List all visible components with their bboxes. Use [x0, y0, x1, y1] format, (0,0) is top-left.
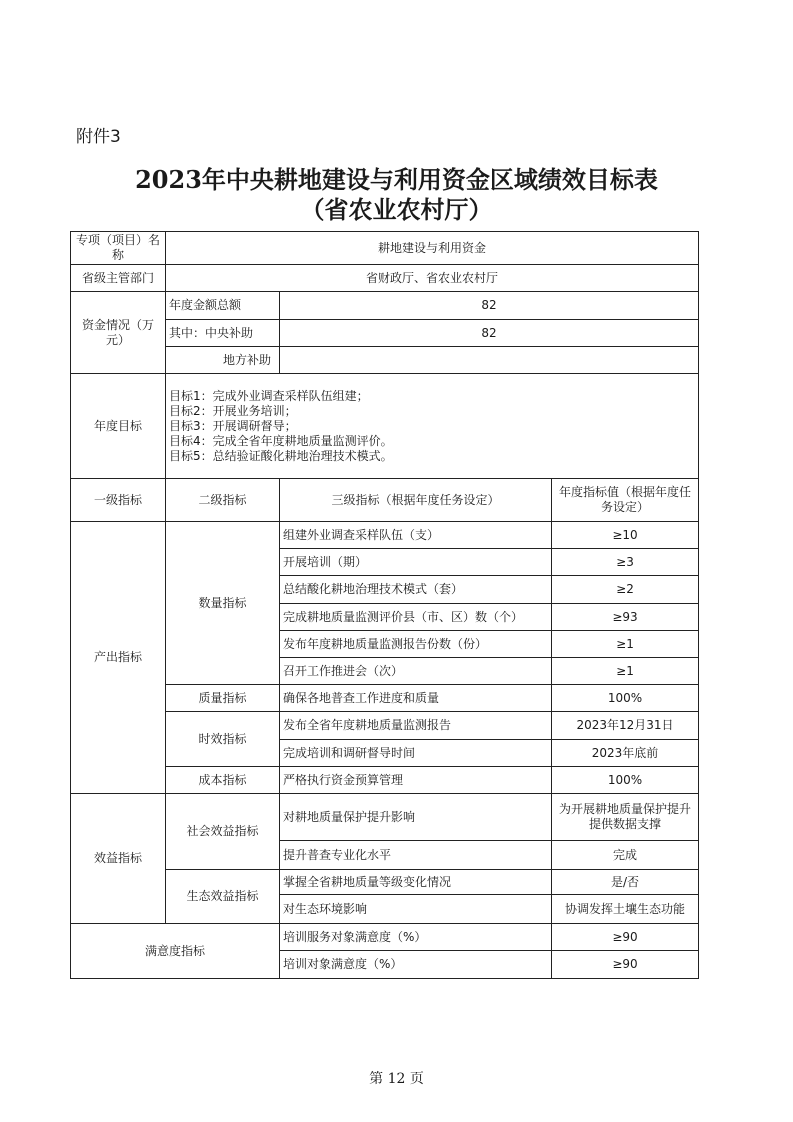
goal-item: 目标2：开展业务培训；	[169, 403, 297, 418]
attachment-label: 附件3	[76, 127, 121, 147]
cost-indicator-label: 成本指标	[166, 767, 280, 794]
indicator-header-row	[71, 479, 699, 522]
indicator-value: 完成	[552, 841, 699, 870]
table-row	[71, 767, 699, 794]
document-title: 2023年中央耕地建设与利用资金区域绩效目标表	[135, 165, 658, 194]
indicator-value: 协调发挥土壤生态功能	[552, 895, 699, 924]
indicator-value: ≥10	[552, 522, 699, 549]
indicator-name: 召开工作推进会（次）	[280, 658, 552, 685]
indicator-value: 2023年底前	[552, 740, 699, 767]
project-value: 耕地建设与利用资金	[166, 232, 699, 265]
table-row	[71, 685, 699, 712]
benefit-indicator-label: 效益指标	[71, 794, 166, 924]
indicator-name: 确保各地普查工作进度和质量	[280, 685, 552, 712]
funding-central-value: 82	[280, 320, 699, 347]
indicator-value: ≥93	[552, 604, 699, 631]
header-level1: 一级指标	[71, 479, 166, 522]
funding-row	[71, 292, 699, 320]
indicator-name: 提升普查专业化水平	[280, 841, 552, 870]
goal-item: 目标1：完成外业调查采样队伍组建；	[169, 388, 369, 403]
header-level2: 二级指标	[166, 479, 280, 522]
funding-total-value: 82	[280, 292, 699, 320]
indicator-value: 为开展耕地质量保护提升提供数据支撑	[552, 794, 699, 841]
funding-row	[71, 320, 699, 347]
funding-row	[71, 347, 699, 374]
quality-indicator-label: 质量指标	[166, 685, 280, 712]
goal-item: 目标4：完成全省年度耕地质量监测评价。	[169, 433, 393, 448]
indicator-name: 培训服务对象满意度（%）	[280, 924, 552, 951]
department-row	[71, 265, 699, 292]
indicator-name: 开展培训（期）	[280, 549, 552, 576]
table-row	[71, 870, 699, 895]
satisfaction-indicator-label: 满意度指标	[71, 924, 280, 979]
indicator-name: 完成培训和调研督导时间	[280, 740, 552, 767]
table-row	[71, 924, 699, 951]
indicator-value: ≥1	[552, 658, 699, 685]
funding-local-label: 地方补助	[166, 347, 280, 374]
indicator-value: ≥2	[552, 576, 699, 604]
indicator-name: 严格执行资金预算管理	[280, 767, 552, 794]
document-subtitle: （省农业农村厅）	[300, 195, 493, 224]
annual-goals-label: 年度目标	[71, 374, 166, 479]
output-indicator-label: 产出指标	[71, 522, 166, 794]
social-benefit-label: 社会效益指标	[166, 794, 280, 870]
table-row	[71, 522, 699, 549]
ecological-benefit-label: 生态效益指标	[166, 870, 280, 924]
department-label: 省级主管部门	[71, 265, 166, 292]
annual-goals-list	[166, 374, 699, 479]
indicator-value: ≥90	[552, 924, 699, 951]
goal-item: 目标3：开展调研督导；	[169, 418, 297, 433]
indicator-name: 发布全省年度耕地质量监测报告	[280, 712, 552, 740]
indicator-value: 100%	[552, 767, 699, 794]
indicator-name: 培训对象满意度（%）	[280, 951, 552, 979]
indicator-value: ≥90	[552, 951, 699, 979]
indicator-value: 2023年12月31日	[552, 712, 699, 740]
funding-total-label: 年度金额总额	[166, 292, 280, 320]
funding-local-value	[280, 347, 699, 374]
indicator-name: 组建外业调查采样队伍（支）	[280, 522, 552, 549]
goal-item: 目标5：总结验证酸化耕地治理技术模式。	[169, 448, 393, 463]
timeliness-indicator-label: 时效指标	[166, 712, 280, 767]
indicator-value: ≥1	[552, 631, 699, 658]
indicator-name: 掌握全省耕地质量等级变化情况	[280, 870, 552, 895]
funding-label: 资金情况（万元）	[71, 292, 166, 374]
annual-goals-row	[71, 374, 699, 479]
quantity-indicator-label: 数量指标	[166, 522, 280, 685]
table-row	[71, 712, 699, 740]
project-label: 专项（项目）名称	[71, 232, 166, 265]
indicator-name: 对生态环境影响	[280, 895, 552, 924]
indicator-value: ≥3	[552, 549, 699, 576]
department-value: 省财政厅、省农业农村厅	[166, 265, 699, 292]
indicator-value: 是/否	[552, 870, 699, 895]
table-row	[71, 794, 699, 841]
indicator-name: 对耕地质量保护提升影响	[280, 794, 552, 841]
project-row	[71, 232, 699, 265]
indicator-name: 总结酸化耕地治理技术模式（套）	[280, 576, 552, 604]
page-number: 第 12 页	[369, 1071, 424, 1087]
header-level3: 三级指标（根据年度任务设定）	[280, 479, 552, 522]
indicator-name: 完成耕地质量监测评价县（市、区）数（个）	[280, 604, 552, 631]
indicator-value: 100%	[552, 685, 699, 712]
funding-central-label: 其中：中央补助	[166, 320, 280, 347]
performance-target-table	[70, 231, 699, 979]
indicator-name: 发布年度耕地质量监测报告份数（份）	[280, 631, 552, 658]
header-value: 年度指标值（根据年度任务设定）	[552, 479, 699, 522]
